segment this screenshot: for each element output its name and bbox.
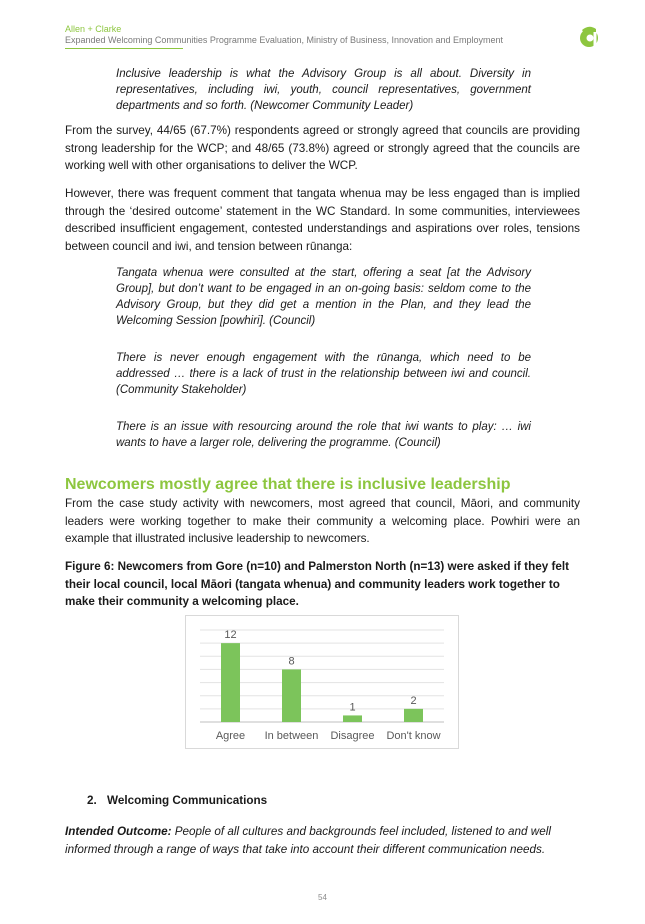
quote-iwi-resourcing: There is an issue with resourcing around the role that iwi wants to play: … iwi wants to have a larger role, delivering the programme. (Council) <box>116 421 531 449</box>
document-subtitle: Expanded Welcoming Communities Programme Evaluation, Ministry of Business, Innovation and Employment <box>65 35 504 45</box>
chart-bar <box>282 669 301 722</box>
quote-advisory-group: Inclusive leadership is what the Advisory Group is all about. Diversity in representatives, including iwi, youth, council representatives, government departments and so forth. (Newcomer Community Leader) <box>116 68 531 112</box>
section-heading: Newcomers mostly agree that there is inclusive leadership <box>65 476 511 493</box>
figure-caption: Figure 6: Newcomers from Gore (n=10) and Palmerston North (n=13) were asked if they felt their local council, local Māori (tangata whenua) and community leaders work together to make their community a welcoming place. <box>65 560 569 608</box>
newcomers-paragraph: From the case study activity with newcomers, most agreed that council, Māori, and community leaders were working together to make their community a welcoming place. Powhiri were an example that illustrated inclusive leadership to newcomers. <box>65 497 580 545</box>
intended-outcome <box>65 823 580 859</box>
page-number: 54 <box>318 893 327 902</box>
chart-bar <box>404 709 423 722</box>
header-rule <box>65 48 183 49</box>
tangata-whenua-paragraph: However, there was frequent comment that tangata whenua may be less engaged than is implied through the ‘desired outcome’ statement in the WC Standard. In some communities, interviewees described insufficient engagement, contested understandings and aspirations over roles, tensions between council and iwi, and tension between rūnanga: <box>65 187 580 253</box>
page-header <box>65 24 503 45</box>
outcome-label: Intended Outcome: <box>65 825 172 838</box>
chart-bar <box>343 715 362 722</box>
bar-chart <box>186 616 458 748</box>
subsection-title: Welcoming Communications <box>107 794 268 807</box>
chart-data-label: 2 <box>410 694 417 707</box>
chart-data-label: 12 <box>224 629 237 642</box>
chart-category-label: Disagree <box>330 730 375 742</box>
bar-chart-container <box>185 615 459 749</box>
chart-category-label: Don't know <box>386 730 441 742</box>
chart-data-label: 8 <box>288 655 295 668</box>
quote-council-consultation: Tangata whenua were consulted at the start, offering a seat [at the Advisory Group], but don’t want to be engaged in an on-going basis: seldom come to the Advisory Group, but they did get a mention in the Plan, and they lead the Welcoming Session [powhiri]. (Council) <box>116 267 531 327</box>
allen-clarke-logo-icon <box>578 24 600 48</box>
quote-community-stakeholder: There is never enough engagement with the rūnanga, which need to be addressed … there is a lack of trust in the relationship between iwi and council. (Community Stakeholder) <box>116 352 531 396</box>
outcome-text: People of all cultures and backgrounds feel included, listened to and well informed through a range of ways that take into account their different communication needs. <box>65 825 551 856</box>
chart-bar <box>221 643 240 722</box>
subsection-number: 2. <box>87 794 97 807</box>
subsection-heading <box>87 794 267 807</box>
chart-category-label: In between <box>264 730 319 742</box>
survey-paragraph: From the survey, 44/65 (67.7%) respondents agreed or strongly agreed that councils are providing strong leadership for the WCP; and 48/65 (73.8%) agreed or strongly agreed that the councils are working well with other organisations to deliver the WCP. <box>65 124 580 172</box>
chart-category-label: Agree <box>215 730 246 742</box>
chart-data-label: 1 <box>349 701 356 714</box>
brand-name: Allen + Clarke <box>65 24 122 34</box>
